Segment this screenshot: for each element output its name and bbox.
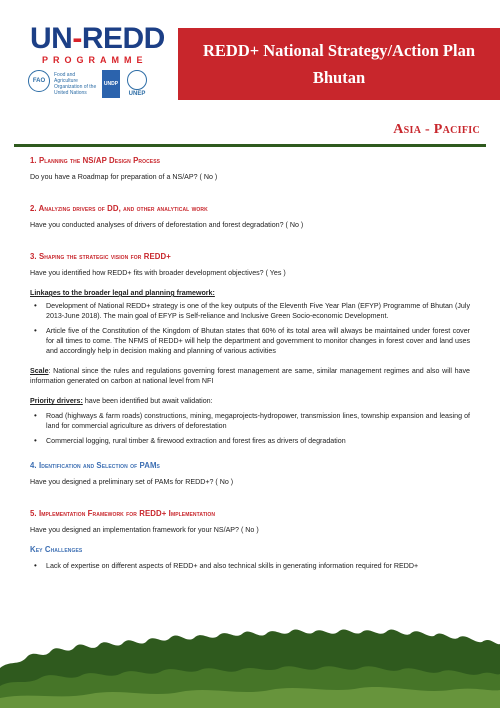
section-4-heading: 4. Identification and Selection of PAMs — [30, 461, 160, 470]
section-3-question: Have you identified how REDD+ fits with broader development objectives? ( Yes ) — [30, 269, 286, 277]
section-2-question: Have you conducted analyses of drivers of deforestation and forest degradation? ( No ) — [30, 221, 304, 229]
section-5-heading: 5. Implementation Framework for REDD+ Implementation — [30, 509, 216, 518]
forest-silhouette-footer — [0, 608, 500, 708]
priority-label: Priority drivers: — [30, 397, 83, 405]
logo-title: UN-REDD — [30, 22, 165, 55]
unep-circle — [127, 70, 147, 90]
section-3-heading: 3. Shaping the strategic vision for REDD+ — [30, 252, 171, 261]
title-line-2: Bhutan — [312, 68, 366, 87]
undp-logo-icon: UNDP — [102, 70, 120, 98]
scale-paragraph — [30, 366, 470, 386]
key-challenges-heading: Key Challenges — [30, 545, 83, 554]
linkages-label: Linkages to the broader legal and planning framework: — [30, 289, 215, 297]
section-5-question: Have you designed an implementation framework for your NS/AP? ( No ) — [30, 526, 259, 534]
section-2-heading: 2. Analyzing drivers of DD, and other analytical work — [30, 204, 208, 213]
fao-emblem-icon: FAO — [28, 70, 50, 92]
un-redd-logo — [16, 14, 166, 104]
list-item: • Lack of expertise on different aspects of REDD+ and also technical skills in generating information required for REDD+ — [30, 561, 470, 571]
section-1-heading: 1. Planning the NS/AP Design Process — [30, 156, 161, 165]
document-title-banner — [178, 28, 500, 100]
key-challenges-list — [30, 561, 470, 571]
list-item: • Commercial logging, rural timber & firewood extraction and forest fires as drivers of degradation — [30, 436, 470, 446]
linkages-list — [30, 301, 470, 356]
priority-text: have been identified but await validation: — [82, 397, 213, 405]
scale-text: : National since the rules and regulations governing forest management are same, similar management regimes and also will have information generated on carbon at national level from NFI — [30, 367, 470, 385]
unep-logo-icon: UNEP — [124, 70, 150, 100]
logo-subtitle: PROGRAMME — [42, 55, 148, 65]
title-line-1: REDD+ National Strategy/Action Plan — [202, 41, 476, 60]
list-item: • Article five of the Constitution of the Kingdom of Bhutan states that 60% of its total area will always be maintained under forest cover for all times to come. The NFMS of REDD+ will help the department and government to monitor changes in forest cover and land uses and accordingly help in decision making and planning of various activities — [30, 326, 470, 356]
region-label: Asia - Pacific — [393, 122, 480, 137]
header-divider — [14, 144, 486, 147]
list-item: • Road (highways & farm roads) constructions, mining, megaprojects-hydropower, transmission lines, township expansion and leasing of land for commercial agriculture as drivers of deforestation — [30, 411, 470, 431]
section-1-question: Do you have a Roadmap for preparation of a NS/AP? ( No ) — [30, 173, 218, 181]
list-item: • Development of National REDD+ strategy is one of the key outputs of the Eleventh Five Year Plan (EFYP) Programme of Bhutan (July 2013-June 2018). The main goal of EFYP is Self-reliance and Inclusive Green Socio-economic Development. — [30, 301, 470, 321]
priority-drivers-list — [30, 411, 470, 446]
priority-drivers-paragraph — [30, 396, 470, 406]
section-4-question: Have you designed a preliminary set of PAMs for REDD+? ( No ) — [30, 478, 234, 486]
document-body — [30, 156, 470, 576]
partner-logos — [28, 70, 150, 104]
scale-label: Scale — [30, 367, 49, 375]
fao-text: Food and Agriculture Organization of the United Nations — [54, 72, 97, 96]
